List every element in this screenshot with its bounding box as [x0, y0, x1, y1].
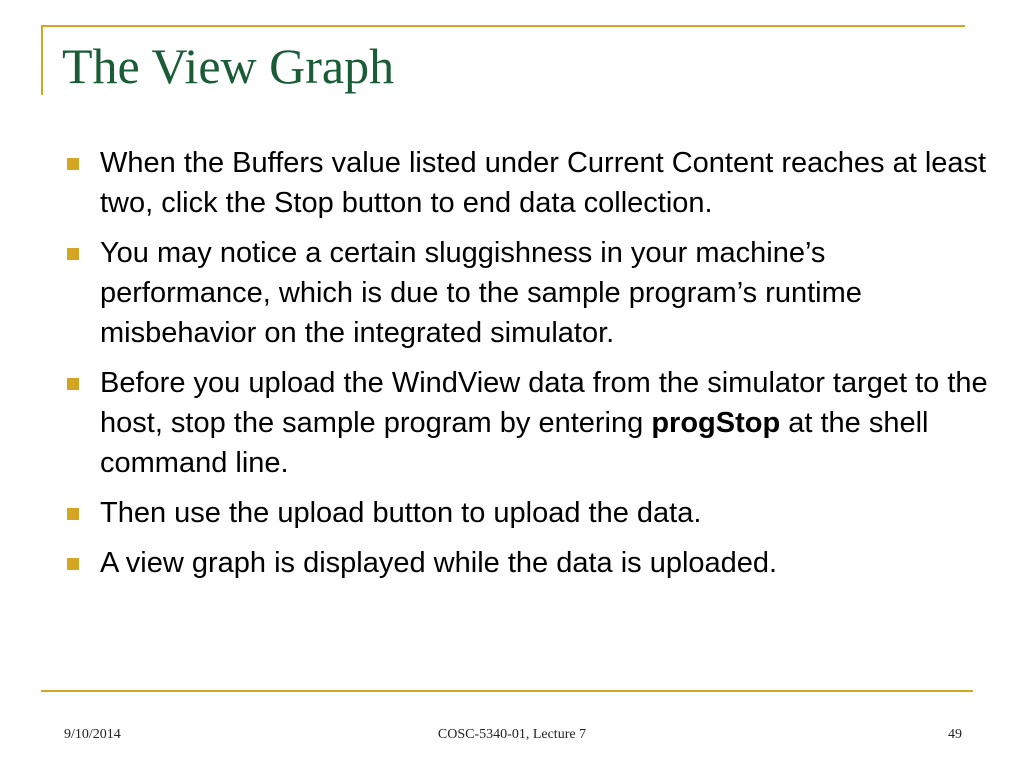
bullet-item	[63, 233, 988, 353]
bullet-text-after: at the shell command line.	[100, 407, 929, 479]
square-bullet-icon	[67, 508, 79, 520]
bullet-text: A view graph is displayed while the data is uploaded.	[100, 547, 778, 579]
footer-date: 9/10/2014	[64, 727, 121, 742]
bullet-text: Then use the upload button to upload the data.	[100, 497, 702, 529]
bullet-text: You may notice a certain sluggishness in your machine’s performance, which is due to the sample program’s runtime misbehavior on the integrated simulator.	[100, 237, 862, 349]
frame-left-line	[41, 25, 43, 95]
bullet-item	[63, 493, 988, 533]
square-bullet-icon	[67, 158, 79, 170]
bullet-item	[63, 543, 988, 583]
footer-page-number: 49	[948, 727, 962, 742]
bullet-item	[63, 143, 988, 223]
frame-top-line	[41, 25, 965, 27]
bullet-item	[63, 363, 988, 483]
bullet-text: When the Buffers value listed under Current Content reaches at least two, click the Stop button to end data collection.	[100, 147, 987, 219]
square-bullet-icon	[67, 248, 79, 260]
bullet-list	[63, 143, 988, 593]
square-bullet-icon	[67, 558, 79, 570]
bullet-text-before: Before you upload the WindView data from the simulator target to the host, stop the sample program by entering	[100, 367, 988, 439]
bullet-text	[100, 367, 988, 479]
frame-bottom-line	[41, 690, 973, 692]
bullet-text-command: progStop	[651, 407, 781, 439]
footer-course: COSC-5340-01, Lecture 7	[437, 727, 587, 742]
slide-title: The View Graph	[62, 38, 395, 94]
square-bullet-icon	[67, 378, 79, 390]
